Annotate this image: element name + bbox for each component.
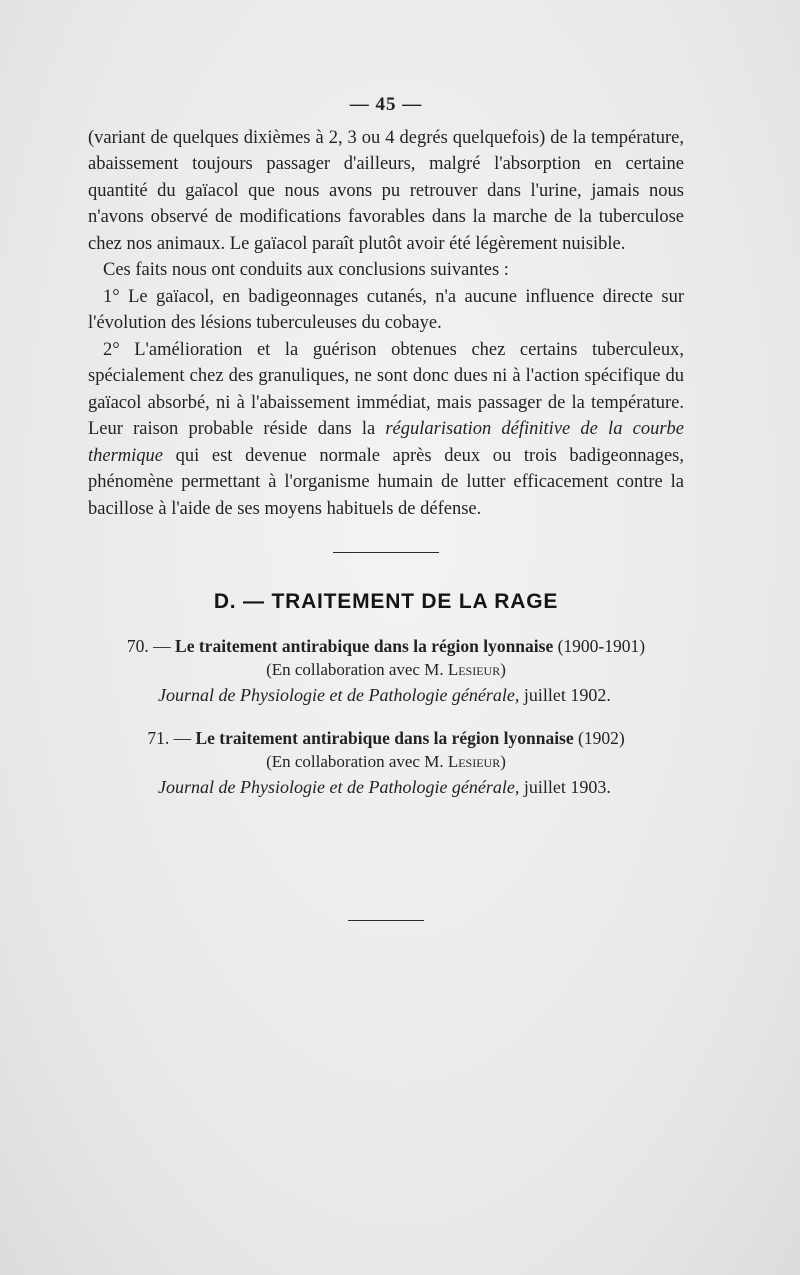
entry-title bbox=[88, 726, 684, 750]
entry-years: (1902) bbox=[578, 727, 625, 748]
paragraph-text: qui est devenue normale après deux ou trois badigeonnages, phénomène permettant à l'organisme humain de lutter efficacement contre la bacillose à l'aide de ses moyens habituels de défense. bbox=[88, 445, 684, 519]
journal-name: Journal de Physiologie et de Pathologie générale, bbox=[158, 776, 520, 797]
entry-number: 71. — bbox=[147, 727, 192, 748]
journal-date: juillet 1902. bbox=[523, 684, 611, 705]
journal-date: juillet 1903. bbox=[523, 776, 611, 797]
bibliography-entry bbox=[88, 726, 684, 800]
collab-name: Lesieur bbox=[447, 659, 501, 679]
entry-title-text: Le traitement antirabique dans la région lyonnaise bbox=[195, 727, 574, 748]
collab-prefix: (En collaboration avec M. bbox=[266, 659, 444, 679]
end-divider bbox=[348, 920, 424, 921]
collab-suffix: ) bbox=[500, 659, 506, 679]
entry-journal bbox=[88, 774, 684, 800]
entry-collaboration bbox=[88, 658, 684, 682]
collab-suffix: ) bbox=[500, 751, 506, 771]
bibliography-entry bbox=[88, 634, 684, 708]
entry-years: (1900-1901) bbox=[557, 635, 646, 656]
entry-number: 70. — bbox=[126, 635, 171, 656]
entry-collaboration bbox=[88, 750, 684, 774]
paragraph-text: 2° L'amélioration et la guérison obtenues chez certains tuberculeux, spécialement chez des granuliques, ne sont donc dues ni à l'action spécifique du gaïacol absorbé, ni à l'abaissement immédiat, mais passager de la température. Leur raison probable réside dans la bbox=[88, 339, 684, 439]
entry-title bbox=[88, 634, 684, 658]
body-paragraph: 1° Le gaïacol, en badigeonnages cutanés, n'a aucune influence directe sur l'évolution des lésions tuberculeuses du cobaye. bbox=[88, 286, 684, 333]
section-heading: D. — TRAITEMENT DE LA RAGE bbox=[213, 590, 559, 613]
collab-prefix: (En collaboration avec M. bbox=[266, 751, 444, 771]
body-paragraph: Ces faits nous ont conduits aux conclusions suivantes : bbox=[103, 260, 509, 280]
section-divider bbox=[333, 552, 439, 553]
body-paragraph: (variant de quelques dixièmes à 2, 3 ou 4 degrés quelquefois) de la température, abaissement toujours passager d'ailleurs, malgré l'absorption en certaine quantité du gaïacol que nous avons pu retrouver dans l'urine, jamais nous n'avons observé de modifications favorables dans la marche de la tuberculose chez nos animaux. Le gaïacol paraît plutôt avoir été légèrement nuisible. bbox=[88, 127, 684, 254]
entry-title-text: Le traitement antirabique dans la région lyonnaise bbox=[175, 635, 554, 656]
body-paragraph bbox=[88, 337, 684, 523]
page-number: — 45 — bbox=[349, 94, 423, 115]
page-content bbox=[88, 92, 684, 921]
journal-name: Journal de Physiologie et de Pathologie générale, bbox=[158, 684, 520, 705]
entry-journal bbox=[88, 682, 684, 708]
collab-name: Lesieur bbox=[447, 751, 501, 771]
paragraph-italic-text: régularisation définitive de la courbe thermique bbox=[88, 419, 684, 466]
